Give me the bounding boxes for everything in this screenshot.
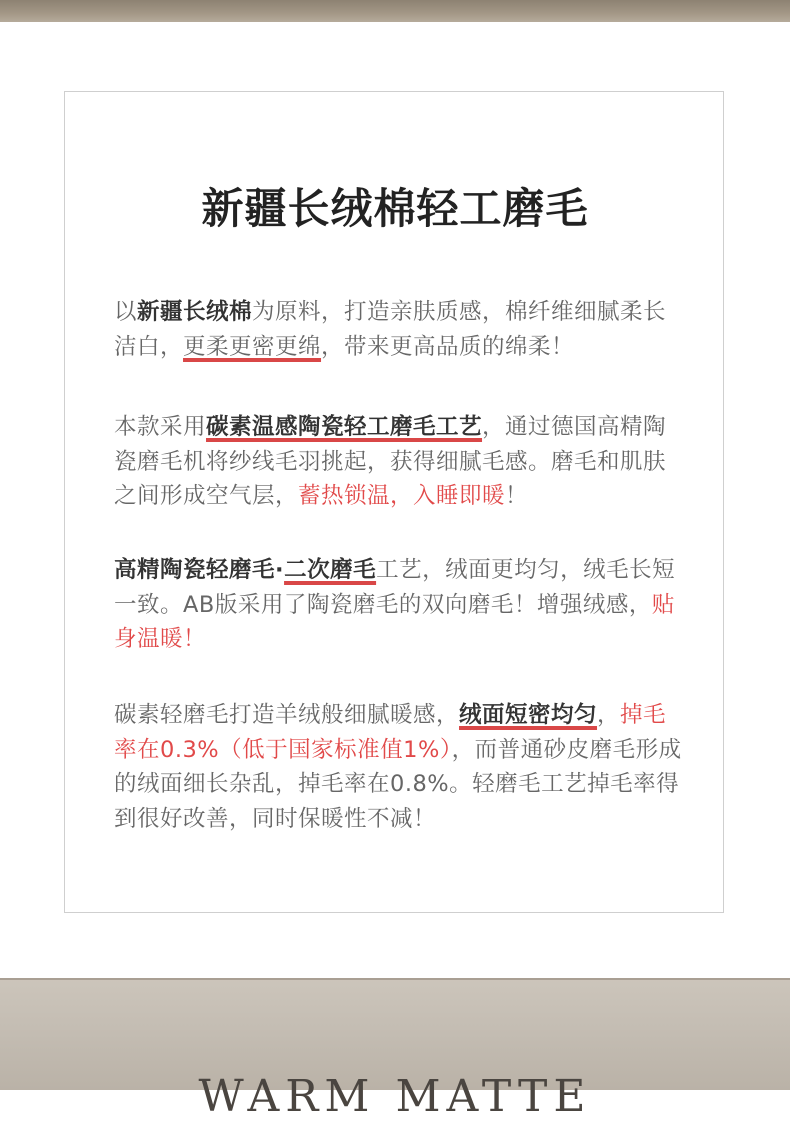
p2-text-1: 本款采用 [114, 414, 207, 440]
paragraph-material [114, 295, 684, 364]
p2-text-3: ！ [505, 483, 529, 509]
paragraph-double-brushing [114, 553, 684, 657]
paragraph-craft [114, 410, 684, 514]
p2-text-2: ，通过德国高精陶瓷磨毛机将纱线毛羽挑起，获得细腻毛感。磨毛和肌肤之间形成空气层， [114, 414, 667, 509]
p3-red-warm: 贴身温暖！ [114, 591, 675, 652]
p4-text-2: ， [597, 702, 621, 728]
p1-text-1: 以 [114, 299, 138, 325]
p1-highlight-cotton: 新疆长绒棉 [137, 299, 253, 325]
p3-highlight-second: 二次磨毛 [284, 557, 377, 583]
p4-highlight-dense: 绒面短密均匀 [459, 702, 598, 728]
top-photo-strip [0, 0, 790, 22]
p3-highlight-ceramic: 高精陶瓷轻磨毛· [114, 557, 285, 583]
p1-text-2: 为原料，打造亲肤质感，棉纤维细腻柔长洁白， [114, 299, 667, 360]
bottom-heading-text: WARM MATTE [198, 1071, 592, 1122]
p2-red-warm: 蓄热锁温，入睡即暖 [298, 483, 506, 509]
p4-red-rate: 掉毛率在0.3%（低于国家标准值1%） [114, 702, 667, 763]
bottom-divider [0, 978, 790, 980]
p1-text-3: ，带来更高品质的绵柔！ [321, 333, 575, 360]
p4-text-1: 碳素轻磨毛打造羊绒般细腻暖感， [114, 702, 460, 728]
p2-highlight-process: 碳素温感陶瓷轻工磨毛工艺 [206, 414, 483, 440]
paragraph-shedding [114, 698, 684, 836]
p4-text-3: ，而普通砂皮磨毛形成的绒面细长杂乱，掉毛率在0.8%。轻磨毛工艺掉毛率得到很好改善，同时保暖性不减！ [114, 736, 682, 832]
page-title: 新疆长绒棉轻工磨毛 [201, 184, 589, 233]
p3-text-1: 工艺，绒面更均匀，绒毛长短一致。AB版采用了陶瓷磨毛的双向磨毛！增强绒感， [114, 557, 676, 618]
p1-underline-softer: 更柔更密更绵 [183, 333, 322, 360]
